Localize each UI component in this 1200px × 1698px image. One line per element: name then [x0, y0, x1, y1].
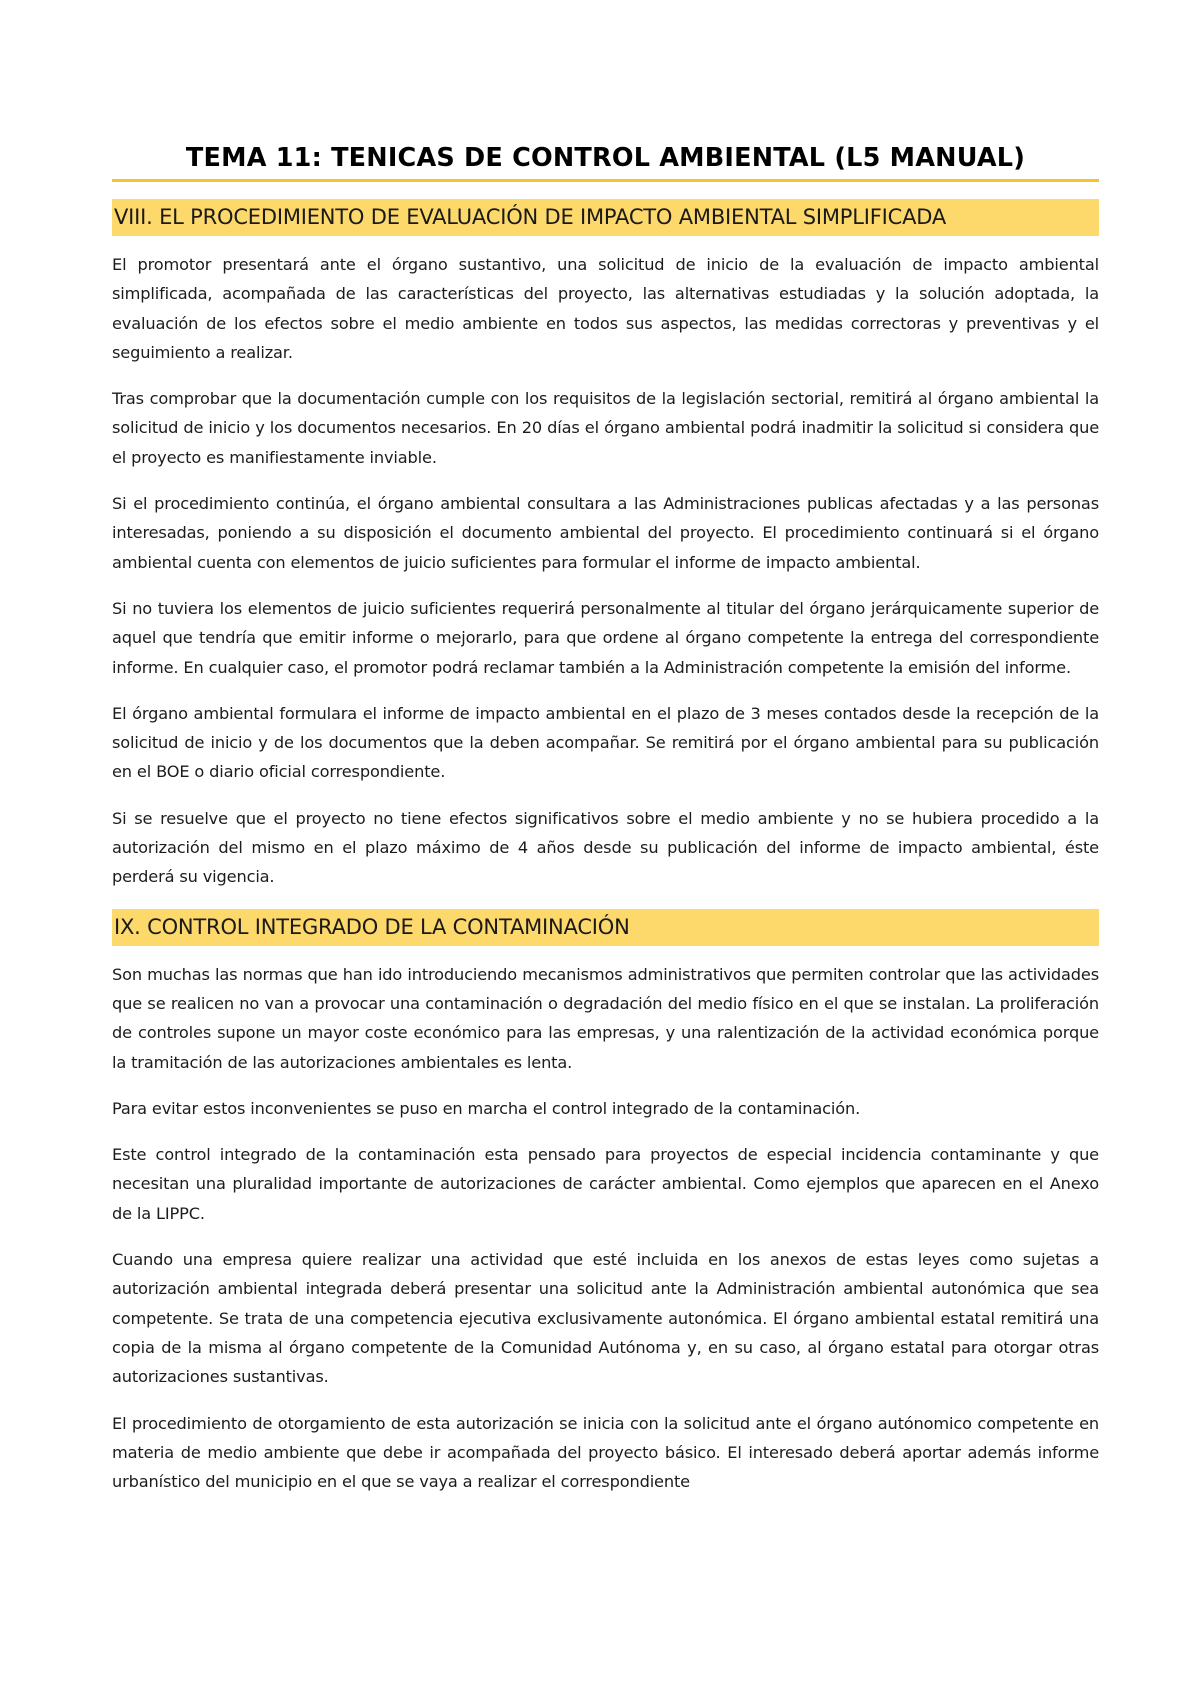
- paragraph: Si no tuviera los elementos de juicio suficientes requerirá personalmente al titular del órgano jerárquicamente superior de aquel que tendría que emitir informe o mejorarlo, para que ordene al órgano competente la entrega del correspondiente informe. En cualquier caso, el promotor podrá reclamar también a la Administración competente la emisión del informe.: [112, 598, 1099, 677]
- paragraph: Son muchas las normas que han ido introduciendo mecanismos administrativos que permiten controlar que las actividades que se realicen no van a provocar una contaminación o degradación del medio físico en el que se instalan. La proliferación de controles supone un mayor coste económico para las empresas, y una ralentización de la actividad económica porque la tramitación de las autorizaciones ambientales es lenta.: [112, 964, 1099, 1072]
- section-heading-viii: VIII. EL PROCEDIMIENTO DE EVALUACIÓN DE IMPACTO AMBIENTAL SIMPLIFICADA: [112, 199, 1099, 236]
- paragraph: Si el procedimiento continúa, el órgano ambiental consultara a las Administraciones publicas afectadas y a las personas interesadas, poniendo a su disposición el documento ambiental del proyecto. El procedimiento continuará si el órgano ambiental cuenta con elementos de juicio suficientes para formular el informe de impacto ambiental.: [112, 494, 1099, 572]
- paragraph: El órgano ambiental formulara el informe de impacto ambiental en el plazo de 3 meses contados desde la recepción de la solicitud de inicio y de los documentos que la deben acompañar. Se remitirá por el órgano ambiental para su publicación en el BOE o diario oficial correspondiente.: [112, 703, 1099, 782]
- paragraph: Cuando una empresa quiere realizar una actividad que esté incluida en los anexos de estas leyes como sujetas a autorización ambiental integrada deberá presentar una solicitud ante la Administración ambiental autonómica que sea competente. Se trata de una competencia ejecutiva exclusivamente autonómica. El órgano ambiental estatal remitirá una copia de la misma al órgano competente de la Comunidad Autónoma y, en su caso, al órgano estatal para otorgar otras autorizaciones sustantivas.: [112, 1250, 1099, 1387]
- paragraph: Si se resuelve que el proyecto no tiene efectos significativos sobre el medio ambiente y no se hubiera procedido a la autorización del mismo en el plazo máximo de 4 años desde su publicación del informe de impacto ambiental, éste perderá su vigencia.: [112, 808, 1099, 887]
- paragraph: Este control integrado de la contaminación esta pensado para proyectos de especial incidencia contaminante y que necesitan una pluralidad importante de autorizaciones de carácter ambiental. Como ejemplos que aparecen en el Anexo de la LIPPC.: [112, 1145, 1099, 1223]
- document-title: TEMA 11: TENICAS DE CONTROL AMBIENTAL (L5 MANUAL): [112, 142, 1099, 182]
- paragraph: Tras comprobar que la documentación cumple con los requisitos de la legislación sectorial, remitirá al órgano ambiental la solicitud de inicio y los documentos necesarios. En 20 días el órgano ambiental podrá inadmitir la solicitud si considera que el proyecto es manifiestamente inviable.: [112, 389, 1099, 467]
- paragraph: Para evitar estos inconvenientes se puso en marcha el control integrado de la contaminación.: [112, 1098, 861, 1118]
- document-body: [112, 142, 1099, 1513]
- section-heading-ix: IX. CONTROL INTEGRADO DE LA CONTAMINACIÓN: [112, 909, 1099, 946]
- paragraph: El promotor presentará ante el órgano sustantivo, una solicitud de inicio de la evaluación de impacto ambiental simplificada, acompañada de las características del proyecto, las alternativas estudiadas y la solución adoptada, la evaluación de los efectos sobre el medio ambiente en todos sus aspectos, las medidas correctoras y preventivas y el seguimiento a realizar.: [112, 255, 1099, 362]
- paragraph: El procedimiento de otorgamiento de esta autorización se inicia con la solicitud ante el órgano autónomico competente en materia de medio ambiente que debe ir acompañada del proyecto básico. El interesado deberá aportar además informe urbanístico del municipio en el que se vaya a realizar el correspondiente: [112, 1413, 1099, 1492]
